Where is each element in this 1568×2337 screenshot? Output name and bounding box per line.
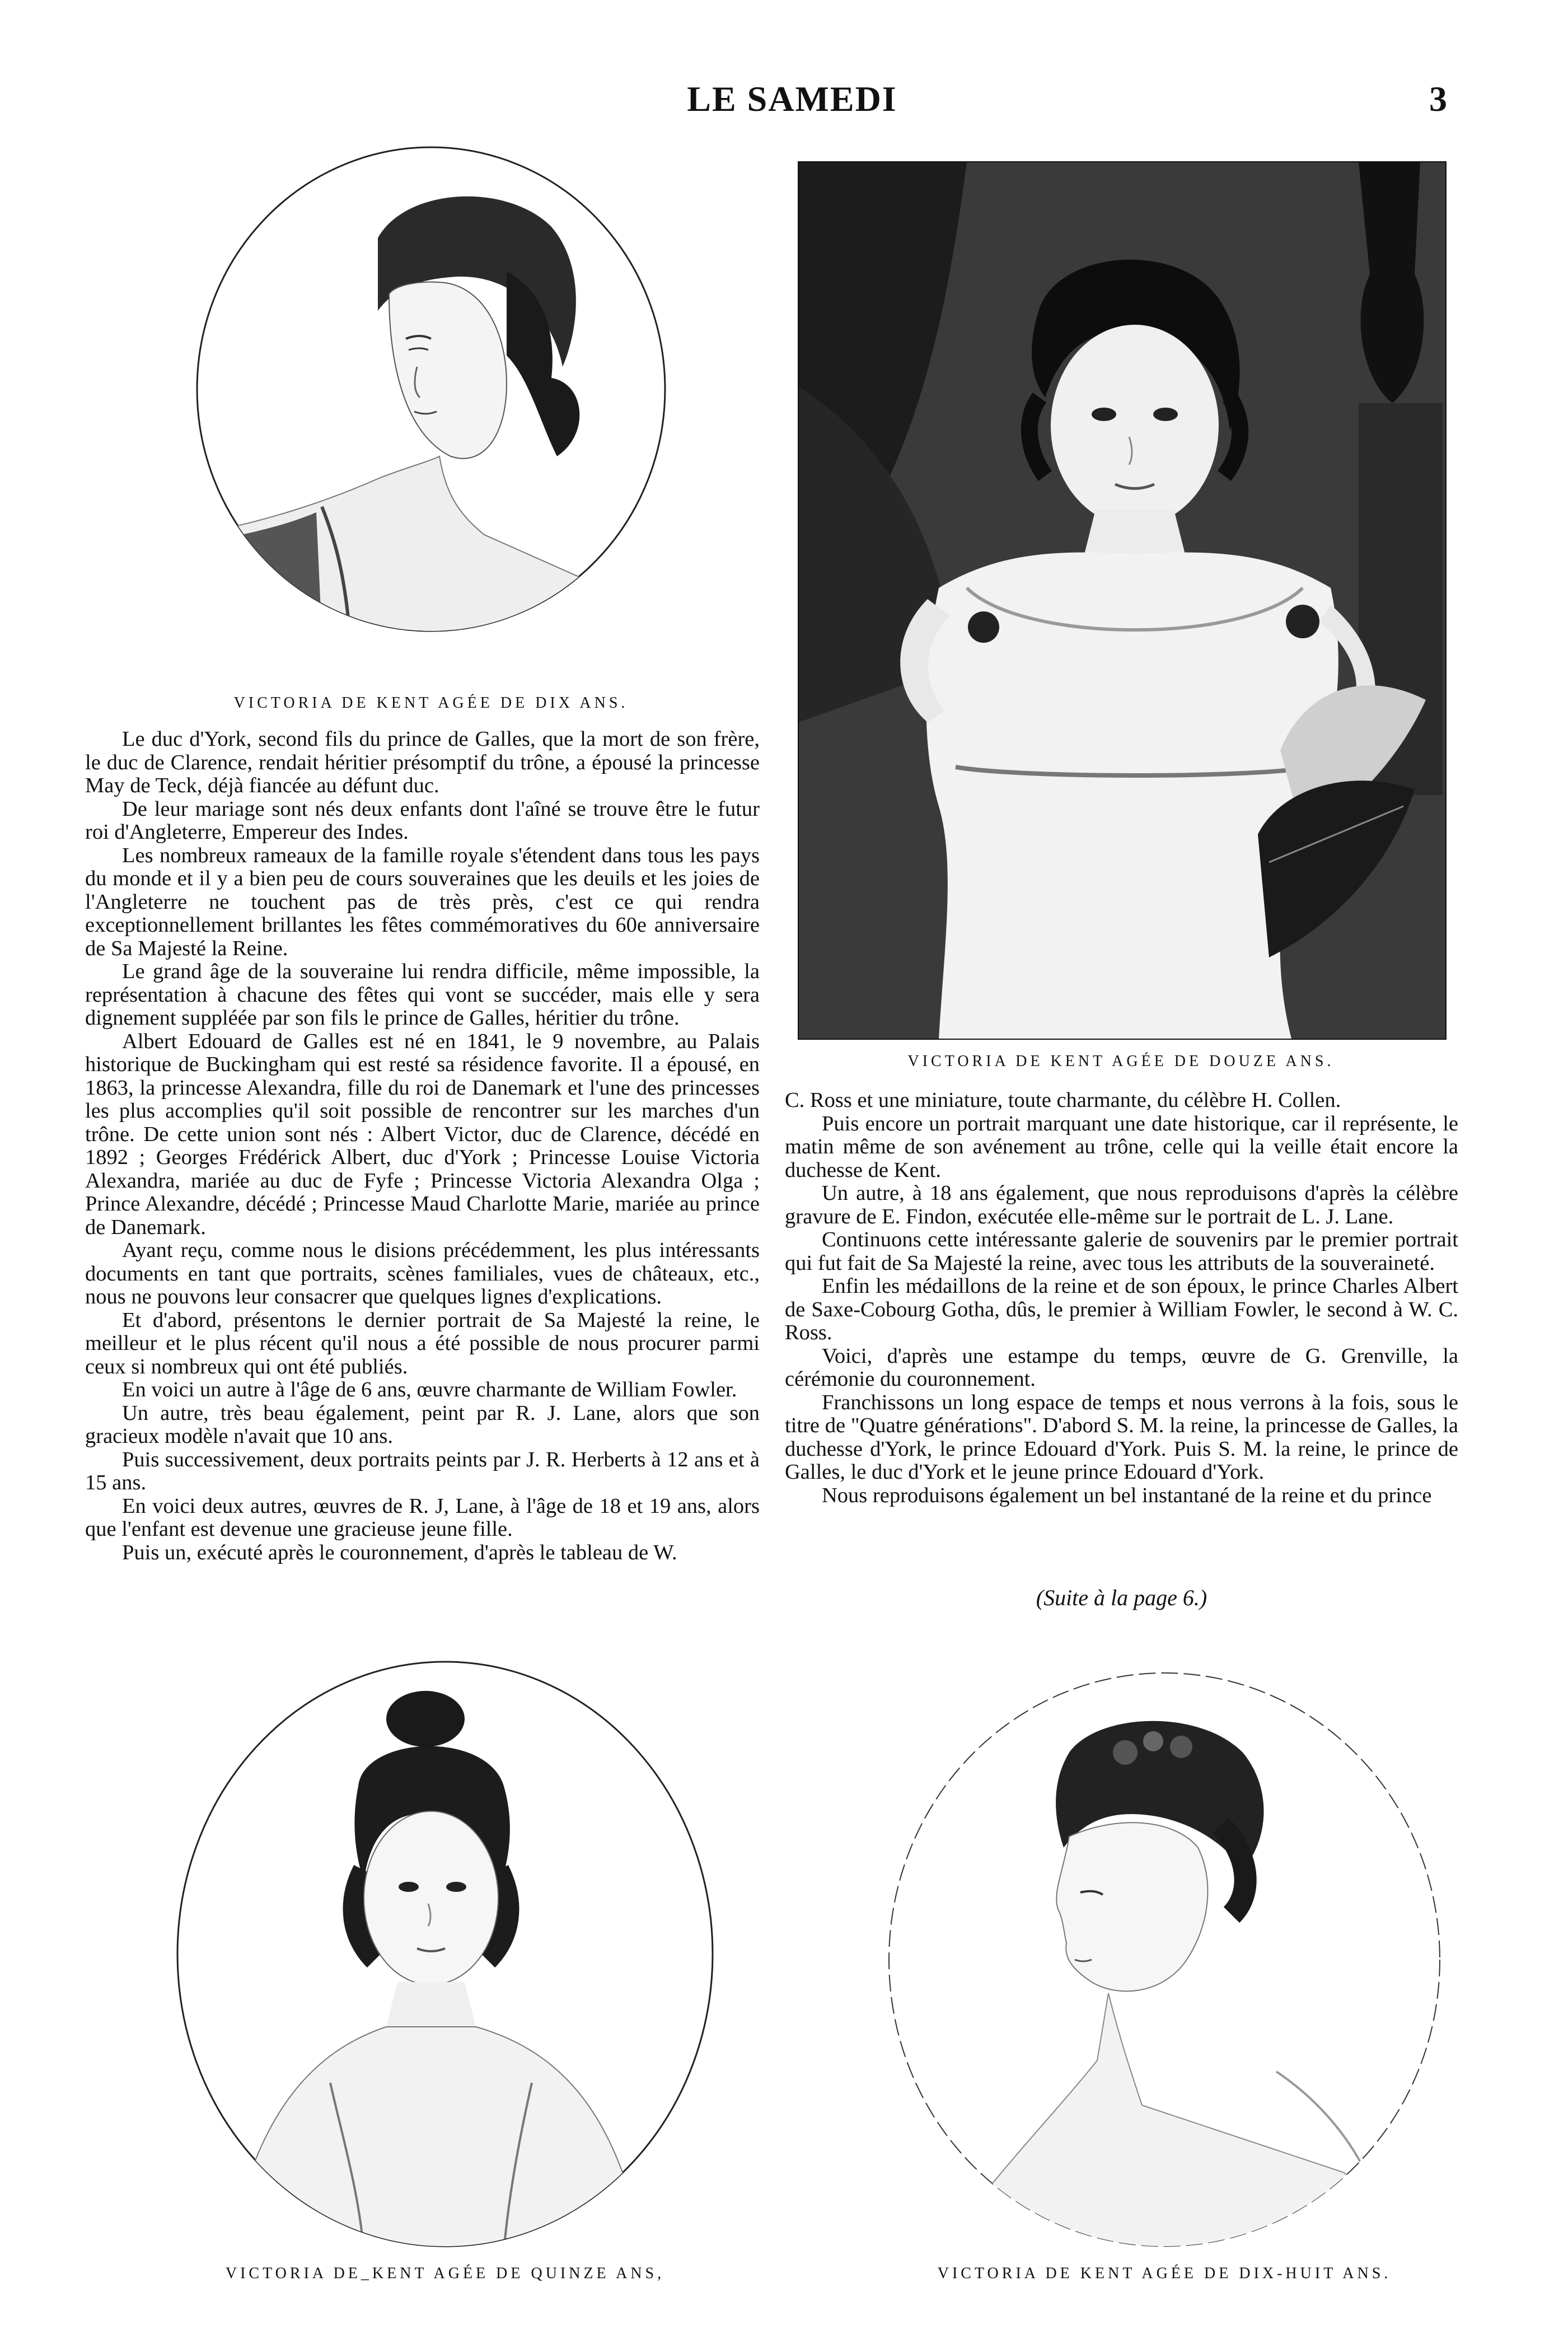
paragraph: En voici deux autres, œuvres de R. J, Lane, à l'âge de 18 et 19 ans, alors que l'enfant est devenue une gracieuse jeune fille. [85, 1494, 760, 1541]
paragraph: Albert Edouard de Galles est né en 1841, le 9 novembre, au Palais historique de Buckingham qui est resté sa résidence favorite. Il a épousé, en 1863, la princesse Alexandra, fille du roi de Danemark et l'une des princesses les plus accomplies qu'il soit possible de rencontrer sur les marches d'un trône. De cette union sont nés : Albert Victor, duc de Clarence, décédé en 1892 ; Georges Frédérick Albert, duc d'York ; Princesse Louise Victoria Alexandra, mariée au duc de Fyfe ; Princesse Victoria Alexandra Olga ; Prince Alexandre, décédé ; Princesse Maud Charlotte Marie, mariée au prince de Danemark. [85, 1029, 760, 1239]
paragraph: Enfin les médaillons de la reine et de son époux, le prince Charles Albert de Saxe-Cobourg Gotha, dûs, le premier à William Fowler, le second à W. C. Ross. [785, 1274, 1458, 1344]
continuation-note: (Suite à la page 6.) [1036, 1585, 1207, 1610]
paragraph: Continuons cette intéressante galerie de souvenirs par le premier portrait qui fut fait de Sa Majesté la reine, avec tous les attributs de la souveraineté. [785, 1228, 1458, 1275]
paragraph: Puis un, exécuté après le couronnement, d'après le tableau de W. [122, 1540, 677, 1564]
caption-age-eighteen: VICTORIA DE KENT AGÉE DE DIX-HUIT ANS. [937, 2265, 1392, 2282]
caption-age-fifteen: VICTORIA DE_KENT AGÉE DE QUINZE ANS, [225, 2265, 665, 2282]
caption-age-ten: VICTORIA DE KENT AGÉE DE DIX ANS. [233, 694, 629, 712]
paragraph: Un autre, très beau également, peint par R. J. Lane, alors que son gracieux modèle n'avait que 10 ans. [85, 1401, 760, 1448]
portrait-age-fifteen [174, 1657, 717, 2251]
paragraph: Les nombreux rameaux de la famille royale s'étendent dans tous les pays du monde et il y a bien peu de cours souveraines que les deuils et les joies de l'Angleterre ne touchent pas de très près, c'est ce qui rendra exceptionnellement brillantes les fêtes commémoratives du 60e anniversaire de Sa Majesté la Reine. [85, 843, 760, 960]
paragraph: De leur mariage sont nés deux enfants dont l'aîné se trouve être le futur roi d'Angleterre, Empereur des Indes. [85, 797, 760, 844]
paragraph: Puis encore un portrait marquant une date historique, car il représente, le matin même de son avénement au trône, celle qui la veille était encore la duchesse de Kent. [785, 1111, 1458, 1182]
paragraph: En voici un autre à l'âge de 6 ans, œuvre charmante de William Fowler. [122, 1378, 737, 1401]
paragraph: Le grand âge de la souveraine lui rendra difficile, même impossible, la représentation à chacune des fêtes qui vont se succéder, mais elle y sera dignement suppléée par son fils le prince de Galles, héritier du trône. [85, 960, 760, 1030]
paragraph: Franchissons un long espace de temps et nous verrons à la fois, sous le titre de "Quatre générations". D'abord S. M. la reine, la princesse de Galles, la duchesse d'York, le prince Edouard d'York. Puis S. M. la reine, le prince de Galles, le duc d'York et le jeune prince Edouard d'York. [785, 1390, 1458, 1484]
paragraph: Un autre, à 18 ans également, que nous reproduisons d'après la célèbre gravure de E. Findon, exécutée elle-même sur le portrait de L. J. Lane. [785, 1181, 1458, 1228]
portrait-age-ten [193, 143, 669, 635]
portrait-age-twelve [798, 161, 1447, 1040]
paragraph: Ayant reçu, comme nous le disions précédemment, les plus intéressants documents en tant que portraits, scènes familiales, vues de châteaux, etc., nous ne pouvons leur consacrer que quelques lignes d'explications. [85, 1238, 760, 1308]
caption-age-twelve: VICTORIA DE KENT AGÉE DE DOUZE ANS. [907, 1053, 1335, 1070]
paragraph: Nous reproduisons également un bel instantané de la reine et du prince [822, 1483, 1432, 1507]
portrait-age-eighteen [884, 1668, 1444, 2251]
paragraph: C. Ross et une miniature, toute charmante, du célèbre H. Collen. [785, 1088, 1341, 1112]
article-left-column [85, 728, 760, 1564]
paragraph: Le duc d'York, second fils du prince de Galles, que la mort de son frère, le duc de Clarence, rendait héritier présomptif du trône, a épousé la princesse May de Teck, déjà fiancée au défunt duc. [85, 727, 760, 797]
paragraph: Et d'abord, présentons le dernier portrait de Sa Majesté la reine, le meilleur et le plus récent qu'il nous a été possible de nous procurer parmi ceux si nombreux qui ont été publiés. [85, 1308, 760, 1378]
newspaper-title: LE SAMEDI [687, 79, 897, 119]
paragraph: Voici, d'après une estampe du temps, œuvre de G. Grenville, la cérémonie du couronnement. [785, 1344, 1458, 1391]
paragraph: Puis successivement, deux portraits peints par J. R. Herberts à 12 ans et à 15 ans. [85, 1447, 760, 1494]
page-number: 3 [1429, 79, 1447, 119]
article-right-column [785, 1089, 1458, 1507]
